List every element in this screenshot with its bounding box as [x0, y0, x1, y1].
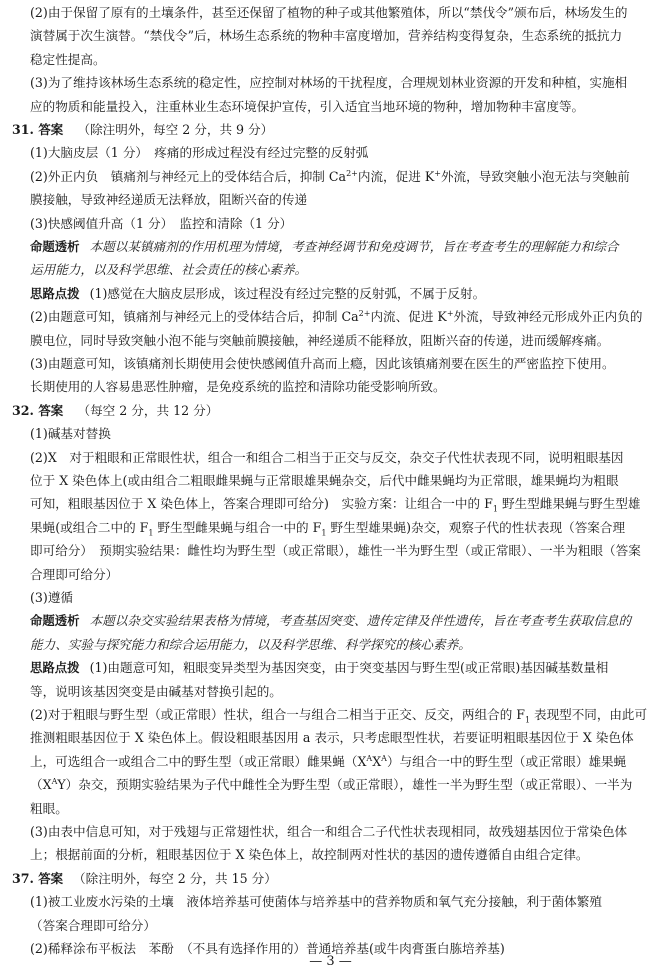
answer-line: （答案合理即可给分）	[30, 917, 156, 933]
answer-line: (2)外正内负 镇痛剂与神经元上的受体结合后，抑制 $Ca^{2+}$内流，促进 K+外流，导致突触小泡无法与突触前	[30, 168, 630, 184]
answer-line: 合理即可给分）	[30, 566, 119, 582]
answer-label: 答案	[33, 870, 64, 886]
hint-line: $(X^AY)$杂交，预期实验结果为子代中雌性全为野生型（或正常眼），雄性一半为野生型（或正常眼）、一半为	[30, 777, 633, 793]
text-line: 稳定性提高。	[30, 51, 106, 67]
score-note: （每空 2 分，共 12 分）	[77, 402, 219, 418]
question-number: 37.	[12, 870, 34, 886]
hint-label: 思路点拨	[30, 660, 80, 676]
answer-line: (3)快感阈值升高（1 分） 监控和清除（1 分）	[30, 215, 293, 231]
answer-line: (1)大脑皮层（1 分） 疼痛的形成过程没有经过完整的反射弧	[30, 145, 369, 161]
hint-line: 粗眼。	[30, 800, 68, 816]
answer-line: (2)X 对于粗眼和正常眼性状，组合一和组合二相当于正交与反交，杂交子代性状表现不同，说明粗眼基因	[30, 449, 624, 465]
answer-label: 答案	[38, 402, 64, 418]
analysis-line: 命题透析 本题以杂交实验结果表格为情境，考查基因突变、遗传定律及伴性遗传，旨在考查考生获取信息的	[30, 613, 632, 629]
hint-line: 膜电位，同时导致突触小泡不能与突触前膜接触，神经递质不能释放，阻断兴奋的传递，进而缓解疼痛。	[30, 332, 610, 348]
hint-line: (3)由表中信息可知，对于残翅与正常翅性状，组合一和组合二子代性状表现相同，故残翅基因位于常染色体	[30, 824, 628, 839]
answer-line: 即可给分） 预期实验结果：雌性均为野生型（或正常眼），雄性一半为野生型（或正常眼）、一半为粗眼（答案	[30, 543, 641, 559]
question-number: 31.	[12, 122, 34, 137]
analysis-line: 运用能力，以及科学思维、社会责任的核心素养。	[30, 262, 308, 278]
answer-line: 可知，粗眼基因位于 X 染色体上，答案合理即可给分) 实验方案：让组合一中的 $F_1$ 野生型雌果蝇与野生型雄	[30, 496, 641, 514]
analysis-label: 命题透析	[30, 613, 80, 629]
analysis-line: 命题透析 本题以某镇痛剂的作用机理为情境，考查神经调节和免疫调节，旨在考查考生的理解能力和综合	[30, 239, 619, 254]
hint-line: 长期使用的人容易患恶性肿瘤，是免疫系统的监控和清除功能受影响所致。	[30, 379, 446, 395]
hint-line: (3)由题意可知，该镇痛剂长期使用会使快感阈值升高而上瘾，因此该镇痛剂要在医生的严密监控下使用。	[30, 356, 615, 371]
question-37-header	[12, 868, 277, 890]
answer-line: (1)碱基对替换	[30, 426, 111, 442]
hint-line: 思路点拨 (1)由题意可知，粗眼变异类型为基因突变，由于突变基因与野生型(或正常眼)基因碱基数量相	[30, 660, 609, 676]
answer-line: (2)稀释涂布平板法 苯酚 （不具有选择作用的）普通培养基(或牛肉膏蛋白胨培养基)	[30, 941, 505, 956]
hint-line: 等，说明该基因突变是由碱基对替换引起的。	[30, 683, 282, 699]
text-line: 演替属于次生演替。“禁伐令”后，林场生态系统的物种丰富度增加，营养结构变得复杂，生态系统的抵抗力	[30, 28, 623, 44]
analysis-line: 能力、实验与探究能力和综合运用能力，以及科学思维、科学探究的核心素养。	[30, 636, 471, 652]
hint-label: 思路点拨	[30, 285, 80, 301]
text-line: 应的物质和能量投入，注重林业生态环境保护宣传，引入适宜当地环境的物种，增加物种丰富度等。	[30, 98, 585, 114]
answer-label: 答案	[38, 122, 64, 137]
hint-line: 思路点拨 (1)感觉在大脑皮层形成，该过程没有经过完整的反射弧，不属于反射。	[30, 285, 486, 301]
answer-line: (1)被工业废水污染的土壤 液体培养基可使菌体与培养基中的营养物质和氧气充分接触，利于菌体繁殖	[30, 894, 602, 910]
score-note: （除注明外，每空 2 分，共 15 分）	[73, 870, 277, 886]
score-note: （除注明外，每空 2 分，共 9 分）	[77, 122, 274, 137]
question-31-header	[12, 119, 273, 141]
question-number: 32.	[12, 402, 34, 418]
analysis-label: 命题透析	[30, 239, 80, 254]
hint-line: 上；根据前面的分析，粗眼基因位于 X 染色体上，故控制两对性状的基因的遗传遵循自由组合定律。	[30, 847, 589, 863]
hint-line: 推测粗眼基因位于 X 染色体上。假设粗眼基因用 a 表示，只考虑眼型性状，若要证明粗眼基因位于 X 染色体	[30, 730, 634, 746]
text-line: (2)由于保留了原有的土壤条件，甚至还保留了植物的种子或其他繁殖体，所以“禁伐令”颁布后，林场发生的	[30, 5, 628, 20]
hint-line: (2)由题意可知，镇痛剂与神经元上的受体结合后，抑制 $Ca^{2+}$内流、促进 K+外流，导致神经元形成外正内负的	[30, 309, 643, 325]
text-line: (3)为了维持该林场生态系统的稳定性，应控制对林场的干扰程度，合理规划林业资源的开发和种植，实施相	[30, 75, 628, 91]
question-32-header	[12, 400, 218, 422]
hint-line: 上，可选组合一或组合二中的野生型（或正常眼）雌果蝇$(X^AX^A)$与组合一中的野生型（或正常眼）雄果蝇	[30, 753, 627, 769]
answer-line: (3)遵循	[30, 590, 74, 605]
page-number: — 3 —	[309, 954, 352, 969]
hint-line: (2)对于粗眼与野生型（或正常眼）性状，组合一与组合二相当于正交、反交，两组合的 $F_1$ 表现型不同，由此可	[30, 707, 648, 725]
answer-line: 果蝇(或组合二中的 $F_1$ 野生型雌果蝇与组合一中的 $F_1$ 野生型雄果蝇)杂交，观察子代的性状表现（答案合理	[30, 519, 626, 538]
answer-line: 位于 X 染色体上(或由组合二粗眼雌果蝇与正常眼雄果蝇杂交，后代中雌果蝇均为正常眼，雄果蝇均为粗眼	[30, 473, 619, 488]
answer-line: 膜接触，导致神经递质无法释放，阻断兴奋的传递	[30, 192, 308, 208]
